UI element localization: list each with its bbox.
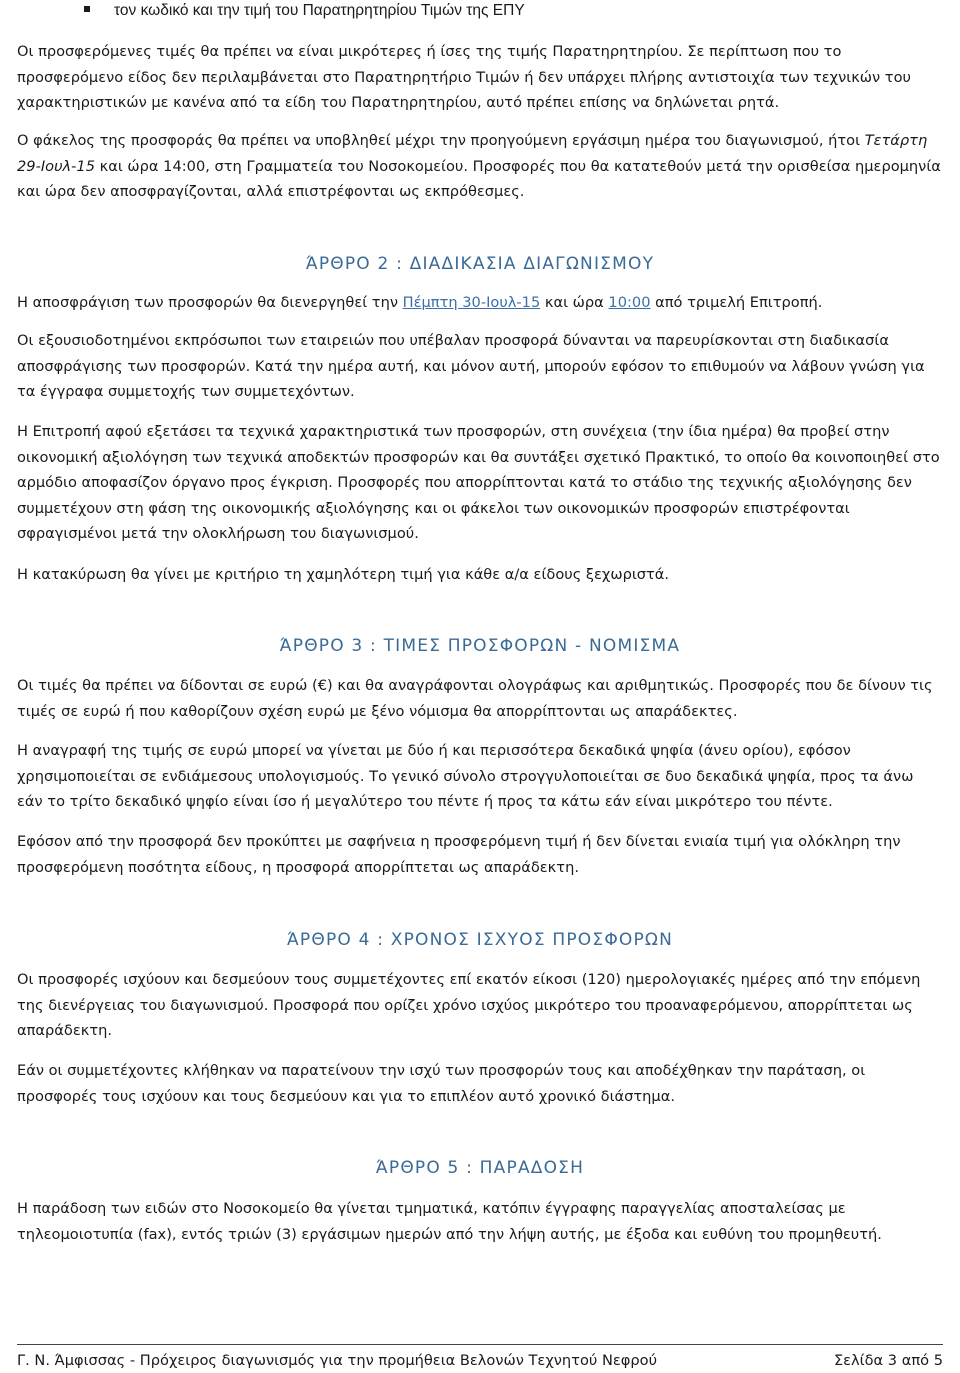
paragraph-text: Ο φάκελος της προσφοράς θα πρέπει να υποβληθεί μέχρι την προηγούμενη εργάσιμη ημέρα του διαγωνισμού, ήτοι	[17, 132, 865, 149]
article-4-heading: ΆΡΘΡΟ 4 : ΧΡΟΝΟΣ ΙΣΧΥΟΣ ΠΡΟΣΦΟΡΩΝ	[286, 930, 674, 950]
paragraph-text: Οι τιμές θα πρέπει να δίδονται σε ευρώ (€) και θα αναγράφονται ολογράφως και αριθμητικώς. Προσφορές που δε δίνουν τις τιμές σε ευρώ ή που καθορίζουν σχέση ευρώ με ξένο νόμισμα θα απορρίπτονται ως απαράδεκτες.	[17, 677, 933, 720]
bullet-text: τον κωδικό και την τιμή του Παρατηρητηρίου Τιμών της ΕΠΥ	[114, 2, 525, 19]
paragraph-text: Η κατακύρωση θα γίνει με κριτήριο τη χαμηλότερη τιμή για κάθε α/α είδους ξεχωριστά.	[17, 566, 670, 583]
article-2-evaluation-paragraph	[17, 419, 943, 547]
paragraph-text: Εάν οι συμμετέχοντες κλήθηκαν να παρατείνουν την ισχύ των προσφορών τους και αποδέχθηκαν την παράταση, οι προσφορές τους ισχύουν και τους δεσμεύουν και για το επιπλέον αυτό χρονικό διάστημα.	[17, 1062, 866, 1105]
article-3-currency-paragraph	[17, 673, 943, 724]
paragraph-text: Η αποσφράγιση των προσφορών θα διενεργηθεί την	[17, 294, 403, 311]
paragraph-text: Οι προσφερόμενες τιμές θα πρέπει να είναι μικρότερες ή ίσες της τιμής Παρατηρητηρίου. Σε περίπτωση που το προσφερόμενο είδος δεν περιλαμβάνεται στο Παρατηρητήριο Τιμών ή δεν υπάρχει πλήρης αντιστοιχία των τεχνικών του χαρακτηριστικών με κανένα από τα είδη του Παρατηρητηρίου, αυτό πρέπει επίσης να δηλώνεται ρητά.	[17, 43, 911, 111]
paragraph-observatory-prices	[17, 39, 943, 116]
paragraph-text: Εφόσον από την προσφορά δεν προκύπτει με σαφήνεια η προσφερόμενη τιμή ή δεν δίνεται ενιαία τιμή για ολόκληρη την προσφερόμενη ποσότητα είδους, η προσφορά απορρίπτεται ως απαράδεκτη.	[17, 833, 901, 876]
paragraph-text: Η Επιτροπή αφού εξετάσει τα τεχνικά χαρακτηριστικά των προσφορών, στη συνέχεια (την ίδια ημέρα) θα προβεί στην οικονομική αξιολόγηση των τεχνικά αποδεκτών προσφορών και θα συντάξει σχετικό Πρακτικό, το οποίο θα κοινοποιηθεί στο αρμόδιο αποφασίζον όργανο προς έγκριση. Προσφορές που απορρίπτονται κατά το στάδιο της τεχνικής αξιολόγησης δεν συμμετέχουν στη φάση της οικονομικής αξιολόγησης και οι φάκελοι των οικονομικών προσφορών επιστρέφονται σφραγισμένοι μετά την ολοκλήρωση του διαγωνισμού.	[17, 423, 940, 542]
article-5-delivery-paragraph	[17, 1196, 943, 1247]
article-4-extension-paragraph	[17, 1058, 943, 1109]
footer-divider	[17, 1344, 943, 1345]
footer-page-number: Σελίδα 3 από 5	[833, 1352, 943, 1369]
article-2-award-paragraph	[17, 562, 943, 588]
article-3-decimals-paragraph	[17, 738, 943, 815]
paragraph-submission-deadline	[17, 128, 943, 205]
article-2-opening-paragraph	[17, 290, 943, 316]
article-2-representatives-paragraph	[17, 328, 943, 405]
submission-date: Τετάρτη 29-Ιουλ-15	[17, 132, 928, 175]
paragraph-text: από τριμελή Επιτροπή.	[650, 294, 823, 311]
paragraph-text: Οι προσφορές ισχύουν και δεσμεύουν τους συμμετέχοντες επί εκατόν είκοσι (120) ημερολογιακές ημέρες από την επόμενη της διενέργειας του διαγωνισμού. Προσφορά που ορίζει χρόνο ισχύος μικρότερο του προαναφερόμενου, απορρίπτεται ως απαράδεκτη.	[17, 971, 921, 1039]
paragraph-text: Οι εξουσιοδοτημένοι εκπρόσωποι των εταιρειών που υπέβαλαν προσφορά δύνανται να παρευρίσκονται στη διαδικασία αποσφράγισης των προσφορών. Κατά την ημέρα αυτή, και μόνον αυτή, μπορούν εφόσον το επιθυμούν να λάβουν γνώση για τα έγγραφα συμμετοχής των συμμετεχόντων.	[17, 332, 925, 400]
footer-document-title: Γ. Ν. Άμφισσας - Πρόχειρος διαγωνισμός για την προμήθεια Βελονών Τεχνητού Νεφρού	[17, 1352, 658, 1369]
article-3-heading: ΆΡΘΡΟ 3 : ΤΙΜΕΣ ΠΡΟΣΦΟΡΩΝ - ΝΟΜΙΣΜΑ	[279, 636, 681, 656]
opening-date-link[interactable]: Πέμπτη 30-Ιουλ-15	[402, 294, 541, 311]
bullet-square-icon	[84, 6, 90, 12]
paragraph-text: Η παράδοση των ειδών στο Νοσοκομείο θα γίνεται τμηματικά, κατόπιν έγγραφης παραγγελίας αποσταλείσας με τηλεομοιοτυπία (fax), εντός τριών (3) εργάσιμων ημερών από την λήψη αυτής, με έξοδα και ευθύνη του προμηθευτή.	[17, 1200, 882, 1243]
opening-time-link[interactable]: 10:00	[608, 294, 651, 311]
bullet-item	[84, 0, 525, 22]
paragraph-text: και ώρα	[540, 294, 609, 311]
article-3-rejection-paragraph	[17, 829, 943, 880]
article-4-validity-paragraph	[17, 967, 943, 1044]
article-2-heading: ΆΡΘΡΟ 2 : ΔΙΑΔΙΚΑΣΙΑ ΔΙΑΓΩΝΙΣΜΟΥ	[305, 254, 655, 274]
article-5-heading: ΆΡΘΡΟ 5 : ΠΑΡΑΔΟΣΗ	[375, 1158, 585, 1178]
paragraph-text: Η αναγραφή της τιμής σε ευρώ μπορεί να γίνεται με δύο ή και περισσότερα δεκαδικά ψηφία (άνευ ορίου), εφόσον χρησιμοποιείται σε ενδιάμεσους υπολογισμούς. Το γενικό σύνολο στρογγυλοποιείται σε δυο δεκαδικά ψηφία, προς τα άνω εάν το τρίτο δεκαδικό ψηφίο είναι ίσο ή μεγαλύτερο του πέντε ή προς τα κάτω εάν είναι μικρότερο του πέντε.	[17, 742, 914, 810]
paragraph-text: και ώρα 14:00, στη Γραμματεία του Νοσοκομείου. Προσφορές που θα κατατεθούν μετά την ορισθείσα ημερομηνία και ώρα δεν αποσφραγίζονται, αλλά επιστρέφονται ως εκπρόθεσμες.	[17, 157, 941, 200]
